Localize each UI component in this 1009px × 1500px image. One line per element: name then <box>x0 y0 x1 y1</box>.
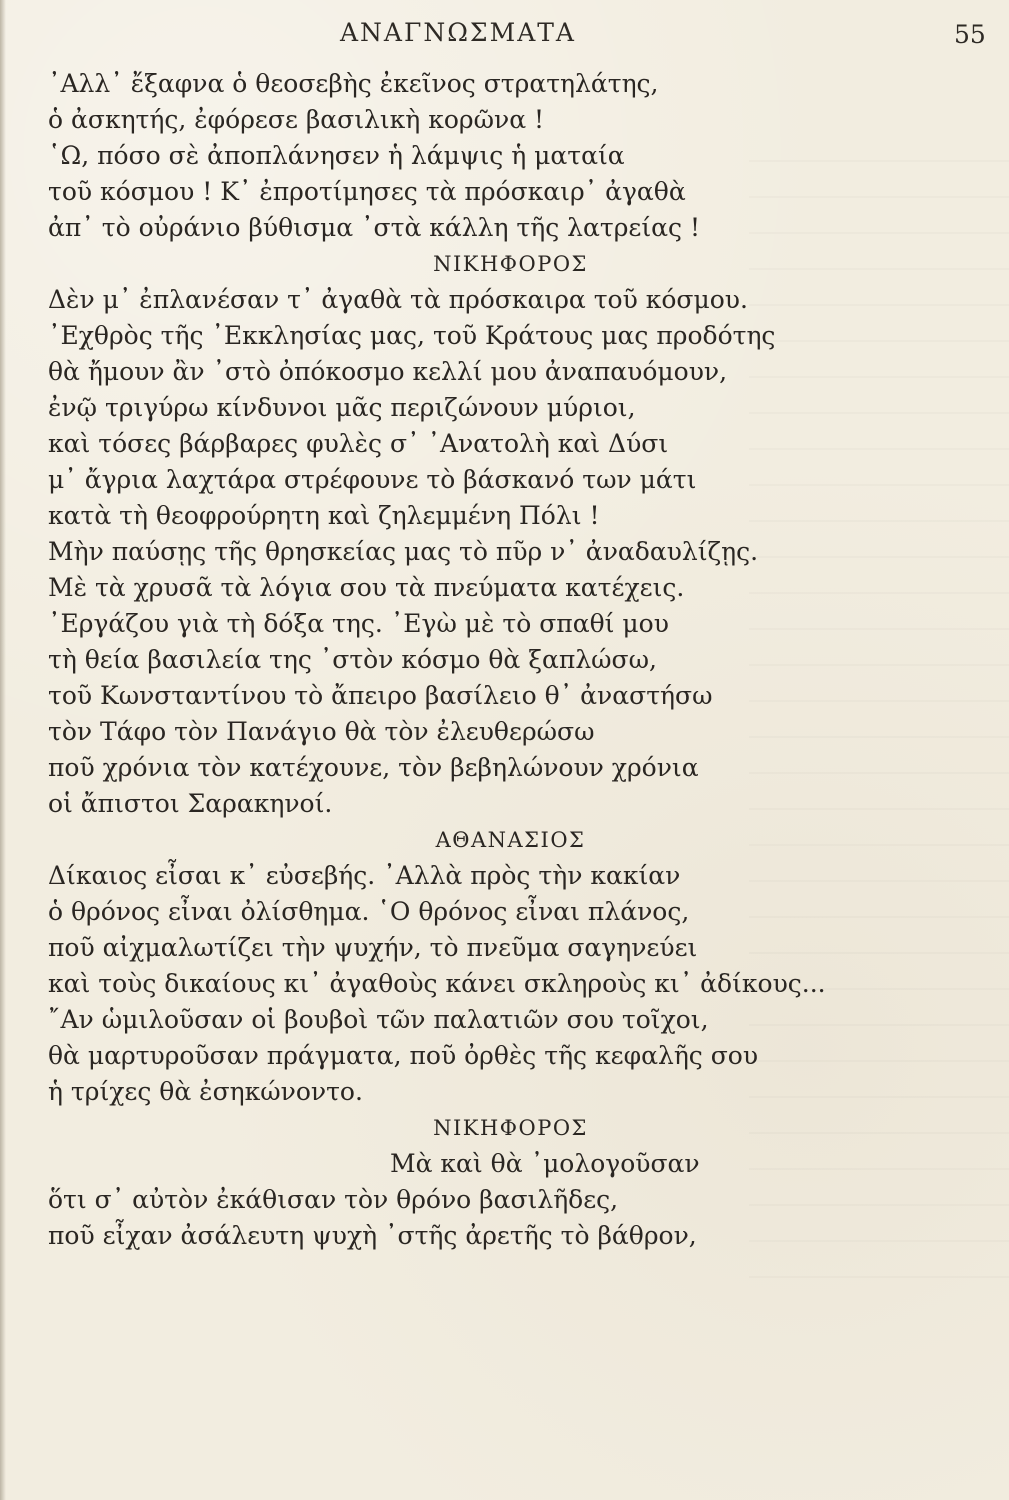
verse-line: τοῦ Κωνσταντίνου τὸ ἄπειρο βασίλειο θ᾿ ἀναστήσω <box>48 681 713 710</box>
verse-line: Δὲν μ᾿ ἐπλανέσαν τ᾿ ἀγαθὰ τὰ πρόσκαιρα τοῦ κόσμου. <box>48 285 748 314</box>
verse-line: ποῦ χρόνια τὸν κατέχουνε, τὸν βεβηλώνουν χρόνια <box>48 753 699 782</box>
verse-line: μ᾿ ἄγρια λαχτάρα στρέφουνε τὸ βάσκανό των μάτι <box>48 465 697 494</box>
verse-line: ᾿Εργάζου γιὰ τὴ δόξα της. ᾿Εγὼ μὲ τὸ σπαθί μου <box>48 609 669 638</box>
page-header <box>0 14 1009 54</box>
play-text <box>48 66 928 1254</box>
verse-line: κατὰ τὴ θεοφρούρητη καὶ ζηλεμμένη Πόλι ! <box>48 501 600 530</box>
speaker-name: ΑΘΑΝΑΣΙΟΣ <box>435 828 586 852</box>
verse-line: ᾿Αλλ᾿ ἔξαφνα ὁ θεοσεβὴς ἐκεῖνος στρατηλάτης, <box>48 69 659 98</box>
verse-line: ῎Αν ὡμιλοῦσαν οἱ βουβοὶ τῶν παλατιῶν σου τοῖχοι, <box>48 1005 709 1034</box>
speaker-name: ΝΙΚΗΦΟΡΟΣ <box>433 1116 588 1140</box>
verse-line: ἀπ᾿ τὸ οὐράνιο βύθισμα ᾿στὰ κάλλη τῆς λατρείας ! <box>48 213 701 242</box>
verse-line: Μὴν παύσῃς τῆς θρησκείας μας τὸ πῦρ ν᾿ ἀναδαυλίζῃς. <box>48 537 759 566</box>
verse-line: τὸν Τάφο τὸν Πανάγιο θὰ τὸν ἐλευθερώσω <box>48 717 595 746</box>
page-gutter-shadow <box>0 0 6 1500</box>
page-number: 55 <box>954 20 986 49</box>
verse-line: οἱ ἄπιστοι Σαρακηνοί. <box>48 789 333 818</box>
verse-line: Δίκαιος εἶσαι κ᾿ εὐσεβής. ᾿Αλλὰ πρὸς τὴν κακίαν <box>48 861 681 890</box>
verse-line: καὶ τόσες βάρβαρες φυλὲς σ᾿ ᾿Ανατολὴ καὶ Δύσι <box>48 429 669 458</box>
verse-line: θὰ μαρτυροῦσαν πράγματα, ποῦ ὀρθὲς τῆς κεφαλῆς σου <box>48 1041 759 1070</box>
verse-line-indented: Μὰ καὶ θὰ ᾿μολογοῦσαν <box>390 1149 700 1178</box>
verse-line: τοῦ κόσμου ! Κ᾿ ἐπροτίμησες τὰ πρόσκαιρ᾿ ἀγαθὰ <box>48 177 686 206</box>
speaker-name: ΝΙΚΗΦΟΡΟΣ <box>433 252 588 276</box>
verse-line: ὁ ἀσκητής, ἐφόρεσε βασιλικὴ κορῶνα ! <box>48 105 545 134</box>
verse-line: ὁ θρόνος εἶναι ὀλίσθημα. ῾Ο θρόνος εἶναι πλάνος, <box>48 897 690 926</box>
running-head: ΑΝΑΓΝΩΣΜΑΤΑ <box>340 18 576 47</box>
verse-line: ποῦ αἰχμαλωτίζει τὴν ψυχήν, τὸ πνεῦμα σαγηνεύει <box>48 933 698 962</box>
verse-line: ῾Ω, πόσο σὲ ἀποπλάνησεν ἡ λάμψις ἡ ματαία <box>48 141 625 170</box>
verse-line: ποῦ εἶχαν ἀσάλευτη ψυχὴ ᾿στῆς ἀρετῆς τὸ βάθρον, <box>48 1221 697 1250</box>
verse-line: ἐνῷ τριγύρω κίνδυνοι μᾶς περιζώνουν μύριοι, <box>48 393 636 422</box>
verse-line: Μὲ τὰ χρυσᾶ τὰ λόγια σου τὰ πνεύματα κατέχεις. <box>48 573 685 602</box>
verse-line: τὴ θεία βασιλεία της ᾿στὸν κόσμο θὰ ξαπλώσω, <box>48 645 657 674</box>
verse-line: ὅτι σ᾿ αὐτὸν ἐκάθισαν τὸν θρόνο βασιλῆδες, <box>48 1185 619 1214</box>
verse-line: θὰ ἤμουν ἂν ᾿στὸ ὀπόκοσμο κελλί μου ἀναπαυόμουν, <box>48 357 728 386</box>
verse-line: ἡ τρίχες θὰ ἐσηκώνοντο. <box>48 1077 363 1106</box>
verse-line: ᾿Εχθρὸς τῆς ᾿Εκκλησίας μας, τοῦ Κράτους μας προδότης <box>48 321 776 350</box>
verse-line: καὶ τοὺς δικαίους κι᾿ ἀγαθοὺς κάνει σκληροὺς κι᾿ ἀδίκους... <box>48 969 826 998</box>
